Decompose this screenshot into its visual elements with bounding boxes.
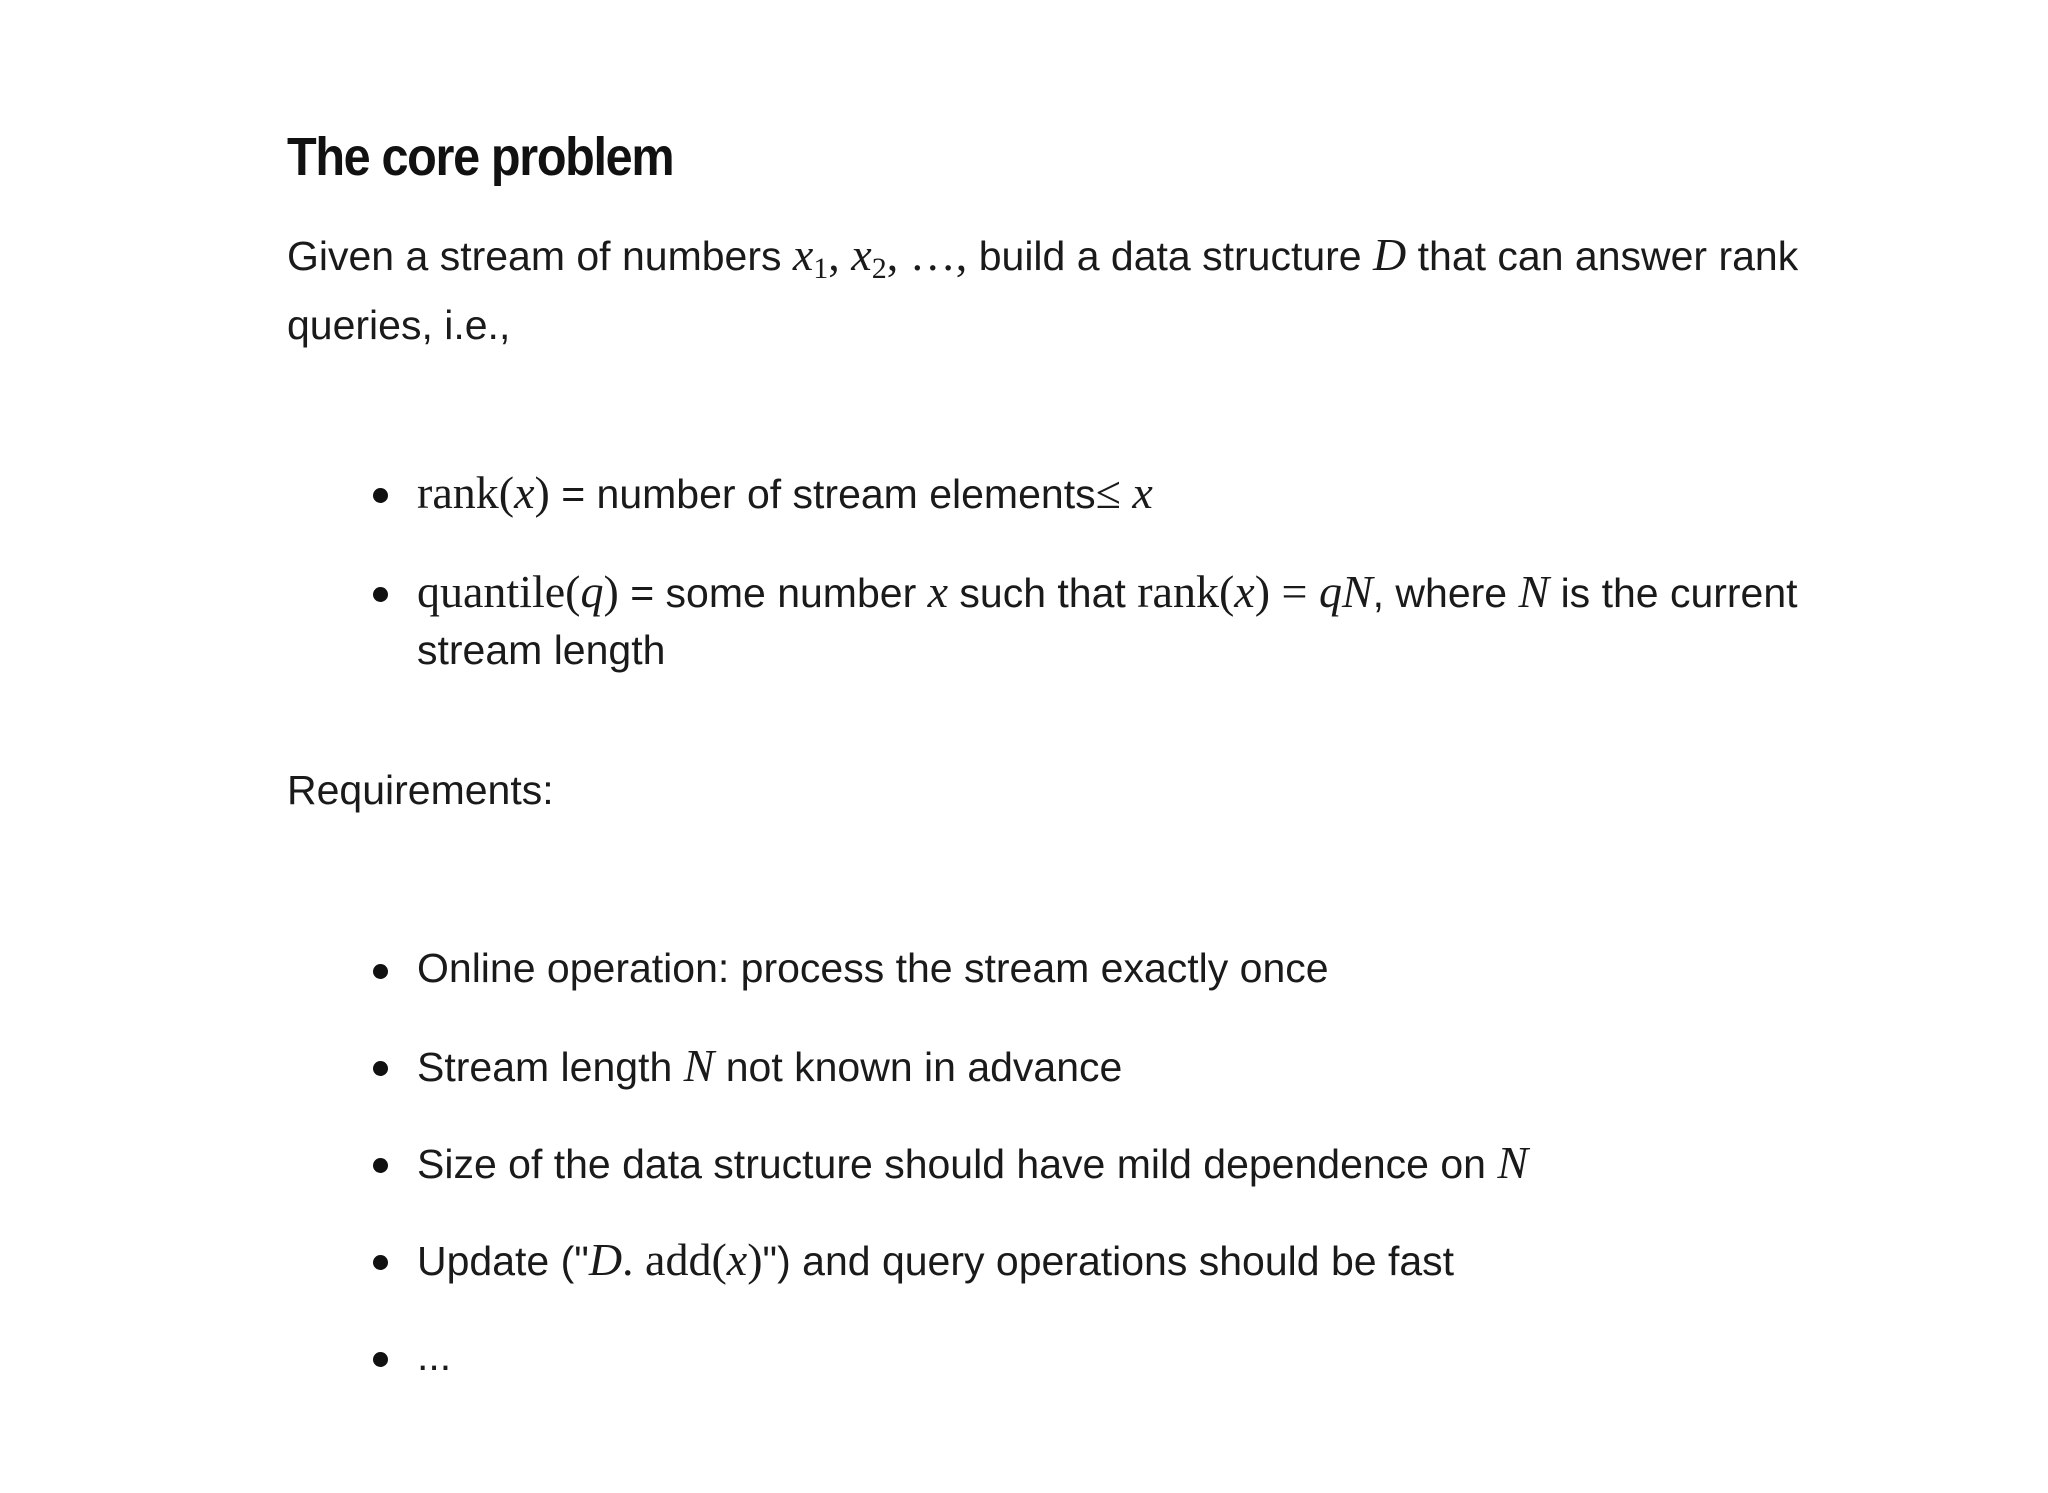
list-item-stream-length: Stream length N not known in advance bbox=[287, 1037, 1927, 1094]
math-comma-1: , bbox=[828, 229, 852, 280]
requirements-list bbox=[287, 940, 1927, 1425]
definitions-list bbox=[287, 464, 1927, 719]
intro-text-1: Given a stream of numbers bbox=[287, 233, 793, 279]
math-ellipsis: , …, bbox=[886, 229, 979, 280]
intro-paragraph bbox=[287, 226, 1927, 354]
page-title: The core problem bbox=[287, 127, 674, 187]
list-item-size: Size of the data structure should have mild dependence on N bbox=[287, 1134, 1927, 1191]
math-x2: $x_2$ bbox=[851, 229, 887, 285]
list-item-quantile: quantile(q) = some number x such that rank(x) = qN, where N is the current stream length bbox=[287, 563, 1927, 679]
list-item-rank: rank(x) = number of stream elements≤ x bbox=[287, 464, 1927, 523]
list-item-ellipsis: ... bbox=[287, 1328, 1927, 1385]
list-item-online: Online operation: process the stream exactly once bbox=[287, 940, 1927, 997]
requirements-label: Requirements: bbox=[287, 767, 554, 813]
math-D: D bbox=[1373, 229, 1407, 280]
intro-text-2: build a data structure bbox=[978, 233, 1374, 279]
math-x1: $x_1$ bbox=[792, 229, 829, 285]
intro-text-3: that can answer rank queries, i.e., bbox=[287, 233, 1799, 348]
list-item-update: Update ("D. add(x)") and query operations should be fast bbox=[287, 1231, 1927, 1288]
